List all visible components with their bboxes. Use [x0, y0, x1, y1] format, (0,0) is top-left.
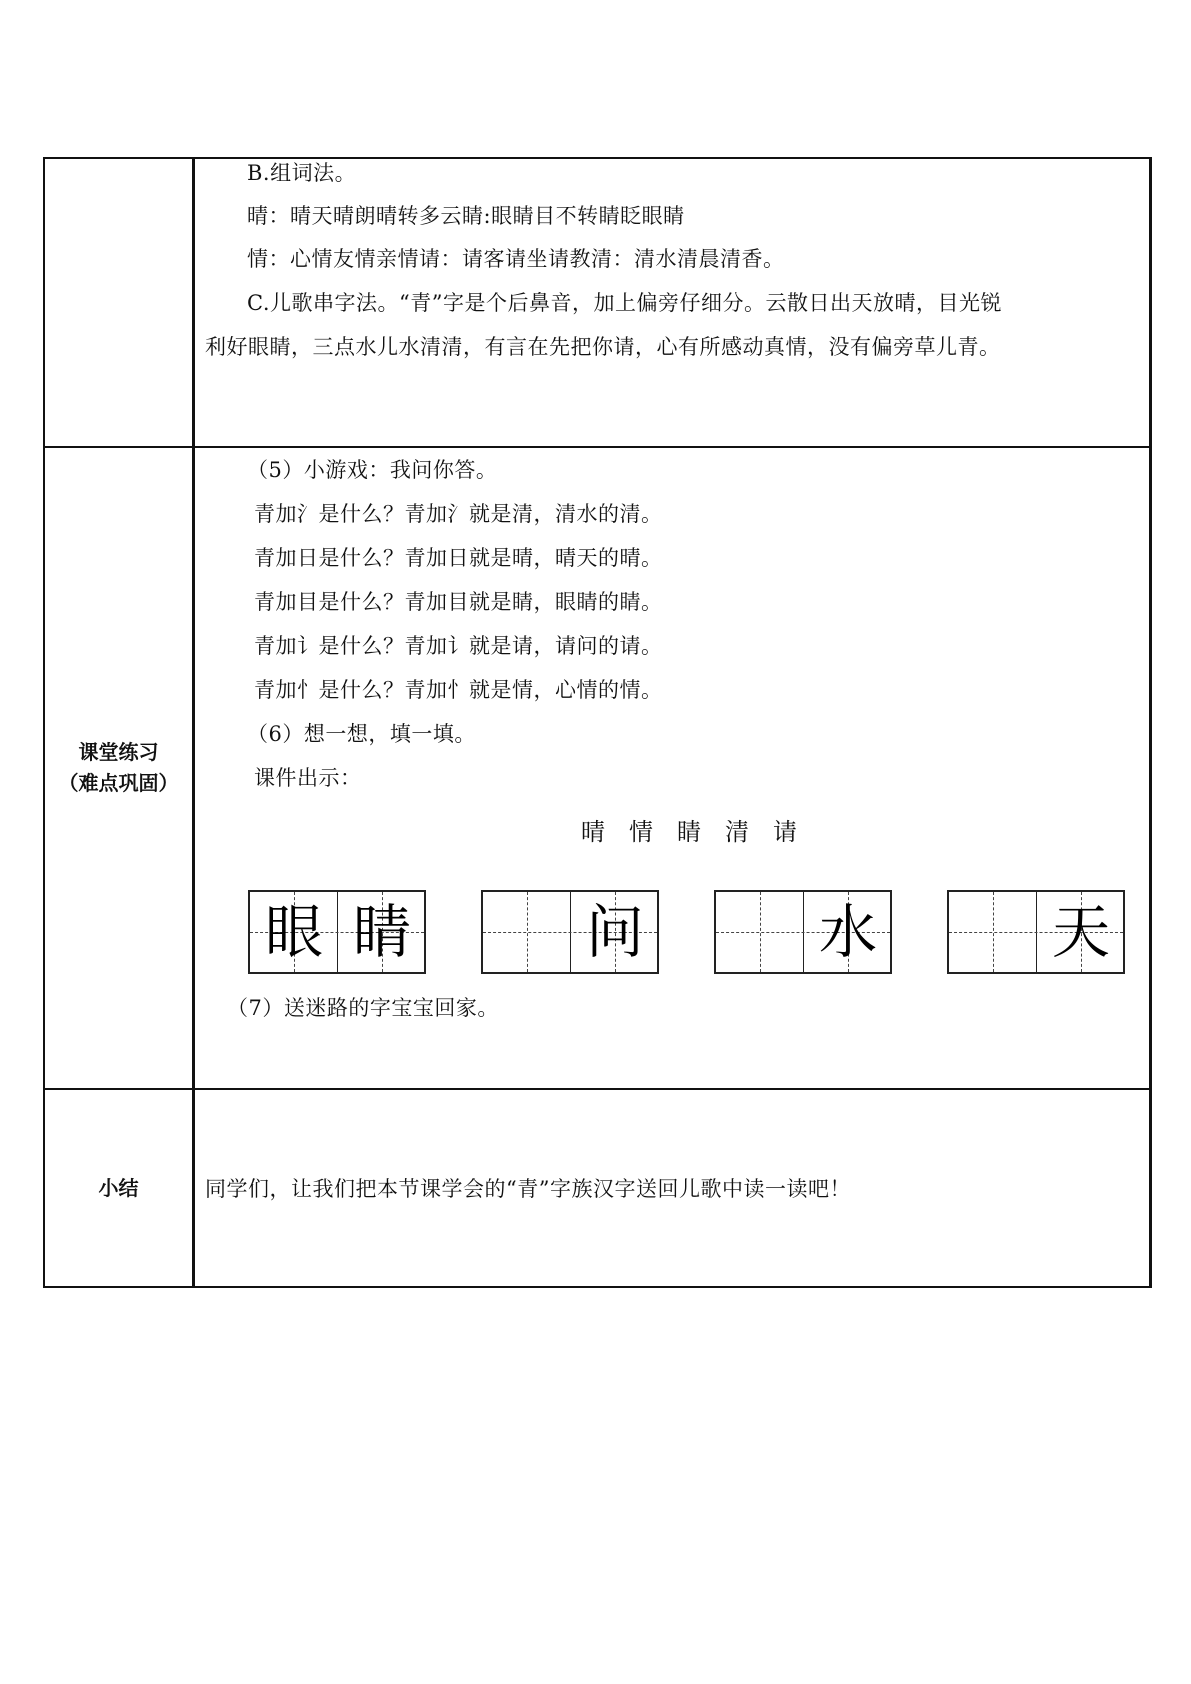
- label-line: （难点巩固）: [58, 771, 179, 795]
- paragraph-line: 青加讠是什么？青加讠就是请，请问的请。: [254, 634, 663, 658]
- box-char: 眼: [264, 898, 323, 966]
- paragraph-line: 青加日是什么？青加日就是晴，晴天的晴。: [254, 546, 663, 570]
- paragraph-line: 晴：晴天晴朗晴转多云睛:眼睛目不转睛眨眼睛: [247, 204, 685, 228]
- row-label-empty: [44, 158, 194, 447]
- hint-char: 请: [773, 818, 797, 846]
- box-char: 水: [818, 898, 877, 966]
- paragraph-line: （7）送迷路的字宝宝回家。: [227, 996, 499, 1020]
- table-row: [44, 158, 1151, 447]
- box-char: 睛: [352, 898, 411, 966]
- paragraph-line: C.儿歌串字法。“青”字是个后鼻音，加上偏旁仔细分。云散日出天放晴，目光锐: [247, 291, 1002, 315]
- content-cell-methods: [194, 158, 1151, 447]
- paragraph-line: 青加忄是什么？青加忄就是情，心情的情。: [254, 678, 663, 702]
- lesson-table: [43, 157, 1152, 1288]
- writing-box: [714, 890, 892, 974]
- hint-char: 情: [629, 818, 653, 846]
- paragraph-line: （5）小游戏：我问你答。: [247, 458, 498, 482]
- box-char: 问: [585, 898, 644, 966]
- hint-char: 睛: [677, 818, 701, 846]
- content-cell-practice: [194, 447, 1151, 1089]
- writing-box: [947, 890, 1125, 974]
- hint-characters: [581, 818, 821, 846]
- writing-box: [481, 890, 659, 974]
- paragraph-line: 青加氵是什么？青加氵就是清，清水的清。: [254, 502, 663, 526]
- label-line: 课堂练习: [78, 740, 159, 764]
- table-row: [44, 1089, 1151, 1287]
- paragraph-line: 青加目是什么？青加目就是睛，眼睛的睛。: [254, 590, 663, 614]
- box-char: [949, 892, 1037, 972]
- writing-box-row: [248, 890, 1148, 980]
- paragraph-line: 情：心情友情亲情请：请客请坐请教清：清水清晨清香。: [247, 247, 785, 271]
- box-char: [483, 892, 571, 972]
- paragraph-line: 课件出示：: [254, 766, 362, 790]
- hint-char: 晴: [581, 818, 605, 846]
- paragraph-line: （6）想一想，填一填。: [247, 722, 476, 746]
- row-label-practice: [44, 447, 194, 1089]
- hint-char: 清: [725, 818, 749, 846]
- paragraph-line: 利好眼睛，三点水儿水清清，有言在先把你请，心有所感动真情，没有偏旁草儿青。: [205, 335, 1001, 359]
- content-cell-summary: [194, 1089, 1151, 1287]
- table-row: [44, 447, 1151, 1089]
- label-line: 小结: [98, 1175, 139, 1200]
- box-char: [716, 892, 804, 972]
- paragraph-line: B.组词法。: [247, 161, 357, 185]
- summary-text: 同学们，让我们把本节课学会的“青”字族汉字送回儿歌中读一读吧！: [205, 1177, 851, 1201]
- writing-box: [248, 890, 426, 974]
- box-char: 天: [1051, 898, 1110, 966]
- row-label-summary: [44, 1089, 194, 1287]
